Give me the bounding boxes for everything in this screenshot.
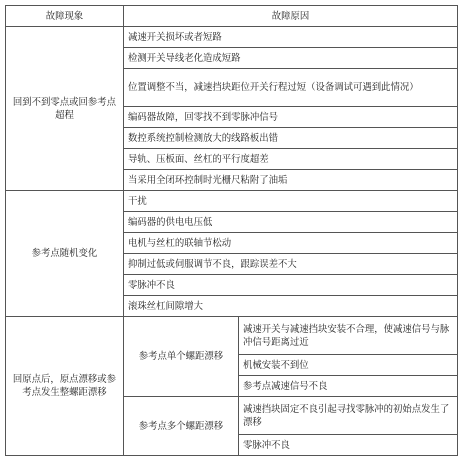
- phenomenon-cell: 回原点后，原点漂移或参考点发生整螺距漂移: [6, 317, 124, 456]
- header-phenomenon: 故障现象: [6, 6, 124, 27]
- cause-cell: 抑制过低或伺服调节不良，跟踪误差不大: [124, 254, 458, 275]
- table-header-row: [6, 6, 458, 27]
- table-row: [6, 191, 458, 212]
- table-row: [6, 27, 458, 48]
- phenomenon-cell: 回到不到零点或回参考点超程: [6, 27, 124, 191]
- cause-cell: 编码器故障，回零找不到零脉冲信号: [124, 107, 458, 128]
- cause-cell: 参考点减速信号不良: [239, 376, 458, 397]
- cause-cell: 检测开关导线老化造成短路: [124, 48, 458, 69]
- cause-cell: 零脉冲不良: [239, 435, 458, 456]
- table-row: [6, 317, 458, 355]
- cause-cell: 当采用全闭环控制时光栅尺粘附了油垢: [124, 170, 458, 191]
- phenomenon-cell: 参考点随机变化: [6, 191, 124, 317]
- cause-cell: 减速挡块固定不良引起寻找零脉冲的初始点发生了漂移: [239, 397, 458, 435]
- cause-cell: 电机与丝杠的联轴节松动: [124, 233, 458, 254]
- header-cause: 故障原因: [124, 6, 458, 27]
- cause-cell: 减速开关与减速挡块安装不合理，使减速信号与脉冲信号距离过近: [239, 317, 458, 355]
- cause-cell: 编码器的供电电压低: [124, 212, 458, 233]
- cause-cell: 位置调整不当，减速挡块距位开关行程过短（设备调试可遇到此情况）: [124, 69, 458, 107]
- cause-cell: 减速开关损坏或者短路: [124, 27, 458, 48]
- sub-phenomenon-cell: 参考点单个螺距漂移: [124, 317, 239, 397]
- cause-cell: 滚珠丝杠间隙增大: [124, 296, 458, 317]
- cause-cell: 机械安装不到位: [239, 355, 458, 376]
- fault-table: [5, 5, 458, 456]
- cause-cell: 导轨、压板面、丝杠的平行度超差: [124, 149, 458, 170]
- cause-cell: 零脉冲不良: [124, 275, 458, 296]
- sub-phenomenon-cell: 参考点多个螺距漂移: [124, 397, 239, 456]
- cause-cell: 干扰: [124, 191, 458, 212]
- cause-cell: 数控系统控制检测放大的线路板出错: [124, 128, 458, 149]
